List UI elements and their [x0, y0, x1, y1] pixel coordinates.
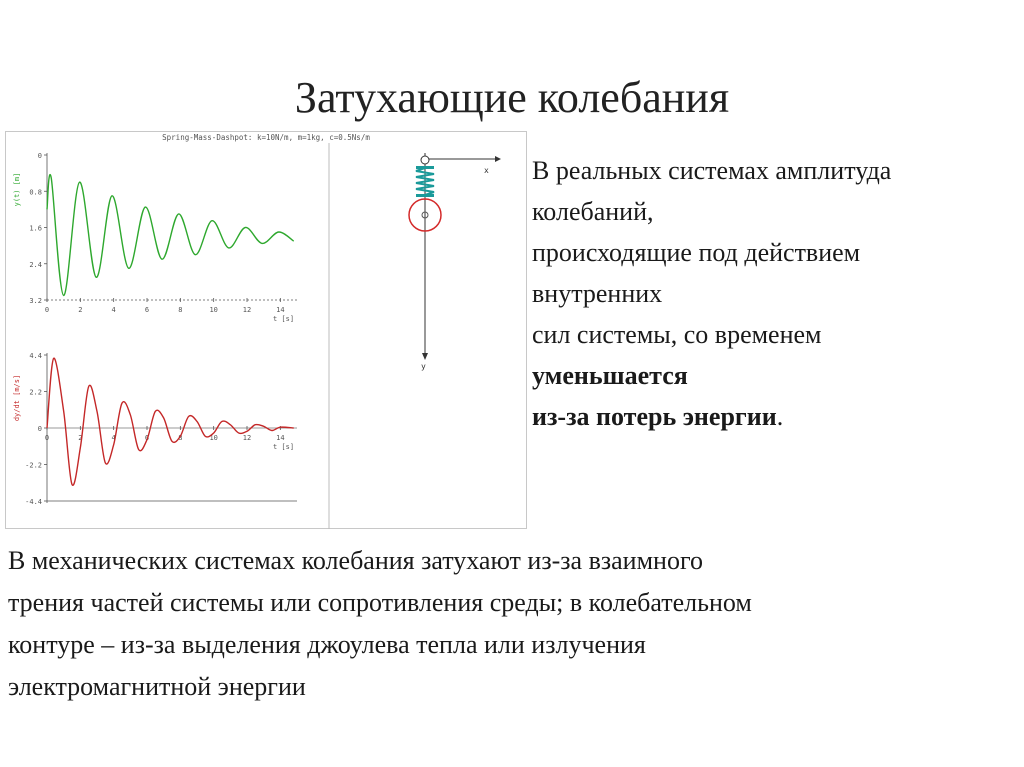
figure-frame	[6, 132, 527, 529]
right-line: колебаний,	[532, 197, 654, 226]
displacement-x-tick-label: 10	[209, 306, 218, 314]
bottom-line: контуре – из-за выделения джоулева тепла или излучения	[8, 630, 646, 659]
right-line: В реальных системах амплитуда	[532, 156, 892, 185]
velocity-y-tick-label: 4.4	[29, 352, 42, 360]
displacement-y-tick-label: 2.4	[29, 260, 42, 269]
displacement-x-tick-label: 0	[44, 306, 50, 314]
velocity-x-tick-label: 6	[144, 434, 150, 442]
x-axis-label: x	[484, 166, 489, 175]
displacement-x-tick-label: 14	[276, 306, 285, 314]
velocity-x-label: t [s]	[273, 443, 295, 451]
velocity-x-tick-label: 8	[178, 434, 183, 442]
figure-caption: Spring-Mass-Dashpot: k=10N/m, m=1kg, c=0.5Ns/m	[162, 133, 370, 142]
pivot-point	[421, 156, 429, 164]
period: .	[776, 402, 784, 431]
velocity-y-tick-label: 2.2	[29, 388, 42, 397]
displacement-x-label: t [s]	[273, 315, 295, 323]
velocity-y-tick-label: -2.2	[25, 461, 42, 470]
spring-bottom-cap	[416, 194, 434, 197]
velocity-x-tick-label: 4	[111, 434, 116, 442]
bold-energy-loss: из-за потерь энергии	[532, 402, 777, 431]
right-line-bold	[532, 396, 1012, 437]
displacement-x-tick-label: 6	[144, 306, 150, 314]
displacement-y-label: y(t) [m]	[13, 172, 21, 207]
velocity-y-tick-label: 0	[37, 425, 42, 433]
displacement-x-tick-label: 12	[242, 306, 252, 314]
right-paragraph	[532, 150, 1012, 437]
bottom-line: электромагнитной энергии	[8, 672, 306, 701]
bottom-paragraph	[8, 540, 1018, 708]
displacement-y-tick-label: 3.2	[29, 297, 42, 305]
bold-decreases: уменьшается	[532, 361, 688, 390]
spring-mass-figure	[5, 131, 527, 529]
slide-title: Затухающие колебания	[294, 73, 730, 122]
right-line-bold	[532, 355, 1012, 396]
displacement-y-tick-label: 0.8	[29, 188, 42, 197]
right-line: происходящие под действием	[532, 238, 861, 267]
right-line: внутренних	[532, 279, 663, 308]
displacement-y-tick-label: 1.6	[29, 224, 42, 233]
right-line: сил системы, со временем	[532, 320, 822, 349]
velocity-y-tick-label: -4.4	[25, 498, 42, 506]
bottom-line: трения частей системы или сопротивления среды; в колебательном	[8, 588, 752, 617]
displacement-y-tick-label: 0	[37, 152, 42, 160]
displacement-x-tick-label: 8	[178, 306, 183, 314]
velocity-x-tick-label: 12	[242, 434, 252, 442]
velocity-x-tick-label: 14	[276, 434, 285, 442]
spring-top-cap	[416, 166, 434, 169]
velocity-y-label: dy/dt [m/s]	[13, 374, 21, 422]
bottom-line: В механических системах колебания затухают из-за взаимного	[8, 546, 703, 575]
velocity-x-tick-label: 0	[44, 434, 50, 442]
velocity-x-tick-label: 10	[209, 434, 218, 442]
velocity-x-tick-label: 2	[78, 434, 83, 442]
displacement-x-tick-label: 4	[111, 306, 116, 314]
displacement-x-tick-label: 2	[78, 306, 83, 314]
y-axis-label: y	[421, 362, 426, 371]
